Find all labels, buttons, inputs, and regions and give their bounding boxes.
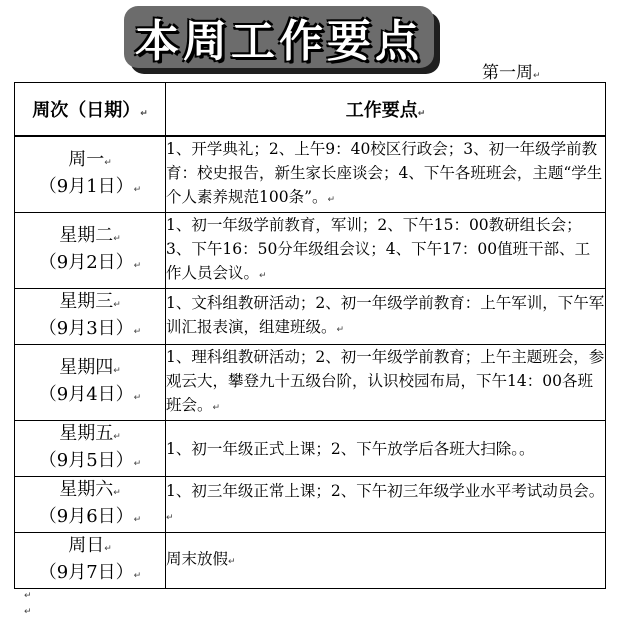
paragraph-mark-icon: ↵	[417, 109, 426, 119]
row-content-text: 1、文科组教研活动；2、初一年级学前教育：上午军训，下午军训汇报表演，组建班级。	[166, 294, 605, 336]
paragraph-mark-icon: ↵	[327, 195, 336, 205]
header-date	[15, 83, 166, 137]
row-day: 星期四	[59, 356, 114, 378]
row-content-text: 1、初三年级正常上课；2、下午初三年级学业水平考试动员会。	[166, 482, 605, 500]
table-header-row	[15, 83, 606, 137]
table-row	[15, 345, 606, 421]
paragraph-mark-icon: ↵	[113, 487, 121, 498]
paragraph-mark-icon: ↵	[113, 365, 121, 376]
paragraph-mark-icon: ↵	[24, 591, 32, 601]
table-row	[15, 136, 606, 213]
paragraph-mark-icon: ↵	[24, 607, 32, 617]
row-date: （9月6日）	[38, 505, 134, 527]
table-row	[15, 421, 606, 477]
row-date: （9月4日）	[38, 383, 134, 405]
paragraph-mark-icon: ↵	[104, 157, 112, 168]
schedule-table	[14, 82, 606, 589]
row-date-cell	[15, 289, 166, 345]
page-title: 本周工作要点	[135, 16, 423, 67]
row-date: （9月2日）	[38, 251, 134, 273]
row-day: 星期五	[59, 422, 114, 444]
paragraph-mark-icon: ↵	[133, 184, 142, 195]
paragraph-mark-icon: ↵	[113, 431, 121, 442]
row-date-cell	[15, 213, 166, 289]
paragraph-mark-icon: ↵	[133, 514, 142, 525]
paragraph-mark-icon: ↵	[133, 326, 142, 337]
row-content	[166, 289, 606, 345]
row-date-cell	[15, 345, 166, 421]
row-date-cell	[15, 136, 166, 213]
row-content-text: 1、初一年级正式上课；2、下午放学后各班大扫除。。	[166, 439, 535, 458]
week-text: 第一周	[482, 63, 533, 83]
row-content-text: 1、开学典礼；2、上午9：40校区行政会；3、初一年级学前教育：校史报告，新生家长座谈会；4、下午各班班会，主题“学生个人素养规范100条”。	[166, 140, 603, 206]
table-row	[15, 213, 606, 289]
table-row	[15, 477, 606, 533]
row-date: （9月3日）	[38, 317, 134, 339]
row-content-text: 1、初一年级学前教育，军训；2、下午15：00教研组长会；3、下午16：50分年级组会议；4、下午17：00值班干部、工作人员会议。	[166, 216, 591, 282]
row-day: 周日	[68, 534, 105, 556]
row-date-cell	[15, 421, 166, 477]
row-day: 星期六	[59, 478, 114, 500]
paragraph-mark-icon: ↵	[212, 403, 221, 413]
row-content	[166, 477, 606, 533]
row-content	[166, 421, 606, 477]
row-day: 星期二	[59, 224, 114, 246]
paragraph-mark-icon: ↵	[113, 233, 121, 244]
table-row	[15, 289, 606, 345]
row-day: 周一	[68, 148, 105, 170]
row-date-cell	[15, 477, 166, 533]
row-content-text: 周末放假	[166, 550, 229, 568]
header-points	[166, 83, 606, 137]
row-content	[166, 345, 606, 421]
row-date: （9月5日）	[38, 449, 134, 471]
row-date-cell	[15, 533, 166, 589]
row-content	[166, 213, 606, 289]
paragraph-mark-icon: ↵	[133, 570, 142, 581]
title-banner	[124, 6, 434, 68]
paragraph-mark-icon: ↵	[104, 543, 112, 554]
paragraph-mark-icon: ↵	[133, 392, 142, 403]
paragraph-mark-icon: ↵	[228, 557, 236, 567]
table-row	[15, 533, 606, 589]
paragraph-mark-icon: ↵	[113, 299, 121, 310]
row-date: （9月7日）	[38, 561, 134, 583]
row-content-text: 1、理科组教研活动；2、初一年级学前教育；上午主题班会，参观云大，攀登九十五级台阶，认识校园布局，下午14：00各班班会。	[166, 348, 605, 414]
paragraph-mark-icon: ↵	[140, 109, 148, 119]
row-day: 星期三	[59, 290, 114, 312]
paragraph-mark-icon: ↵	[133, 458, 142, 469]
row-content	[166, 136, 606, 213]
paragraph-mark-icon: ↵	[133, 260, 142, 271]
row-date: （9月1日）	[38, 175, 134, 197]
paragraph-mark-icon: ↵	[336, 325, 345, 335]
paragraph-mark-icon: ↵	[533, 71, 541, 81]
week-label	[482, 58, 541, 83]
header-date-text: 周次（日期）	[32, 100, 141, 121]
row-content	[166, 533, 606, 589]
paragraph-mark-icon: ↵	[259, 271, 267, 281]
header-points-text: 工作要点	[345, 100, 418, 121]
paragraph-mark-icon: ↵	[166, 513, 174, 523]
